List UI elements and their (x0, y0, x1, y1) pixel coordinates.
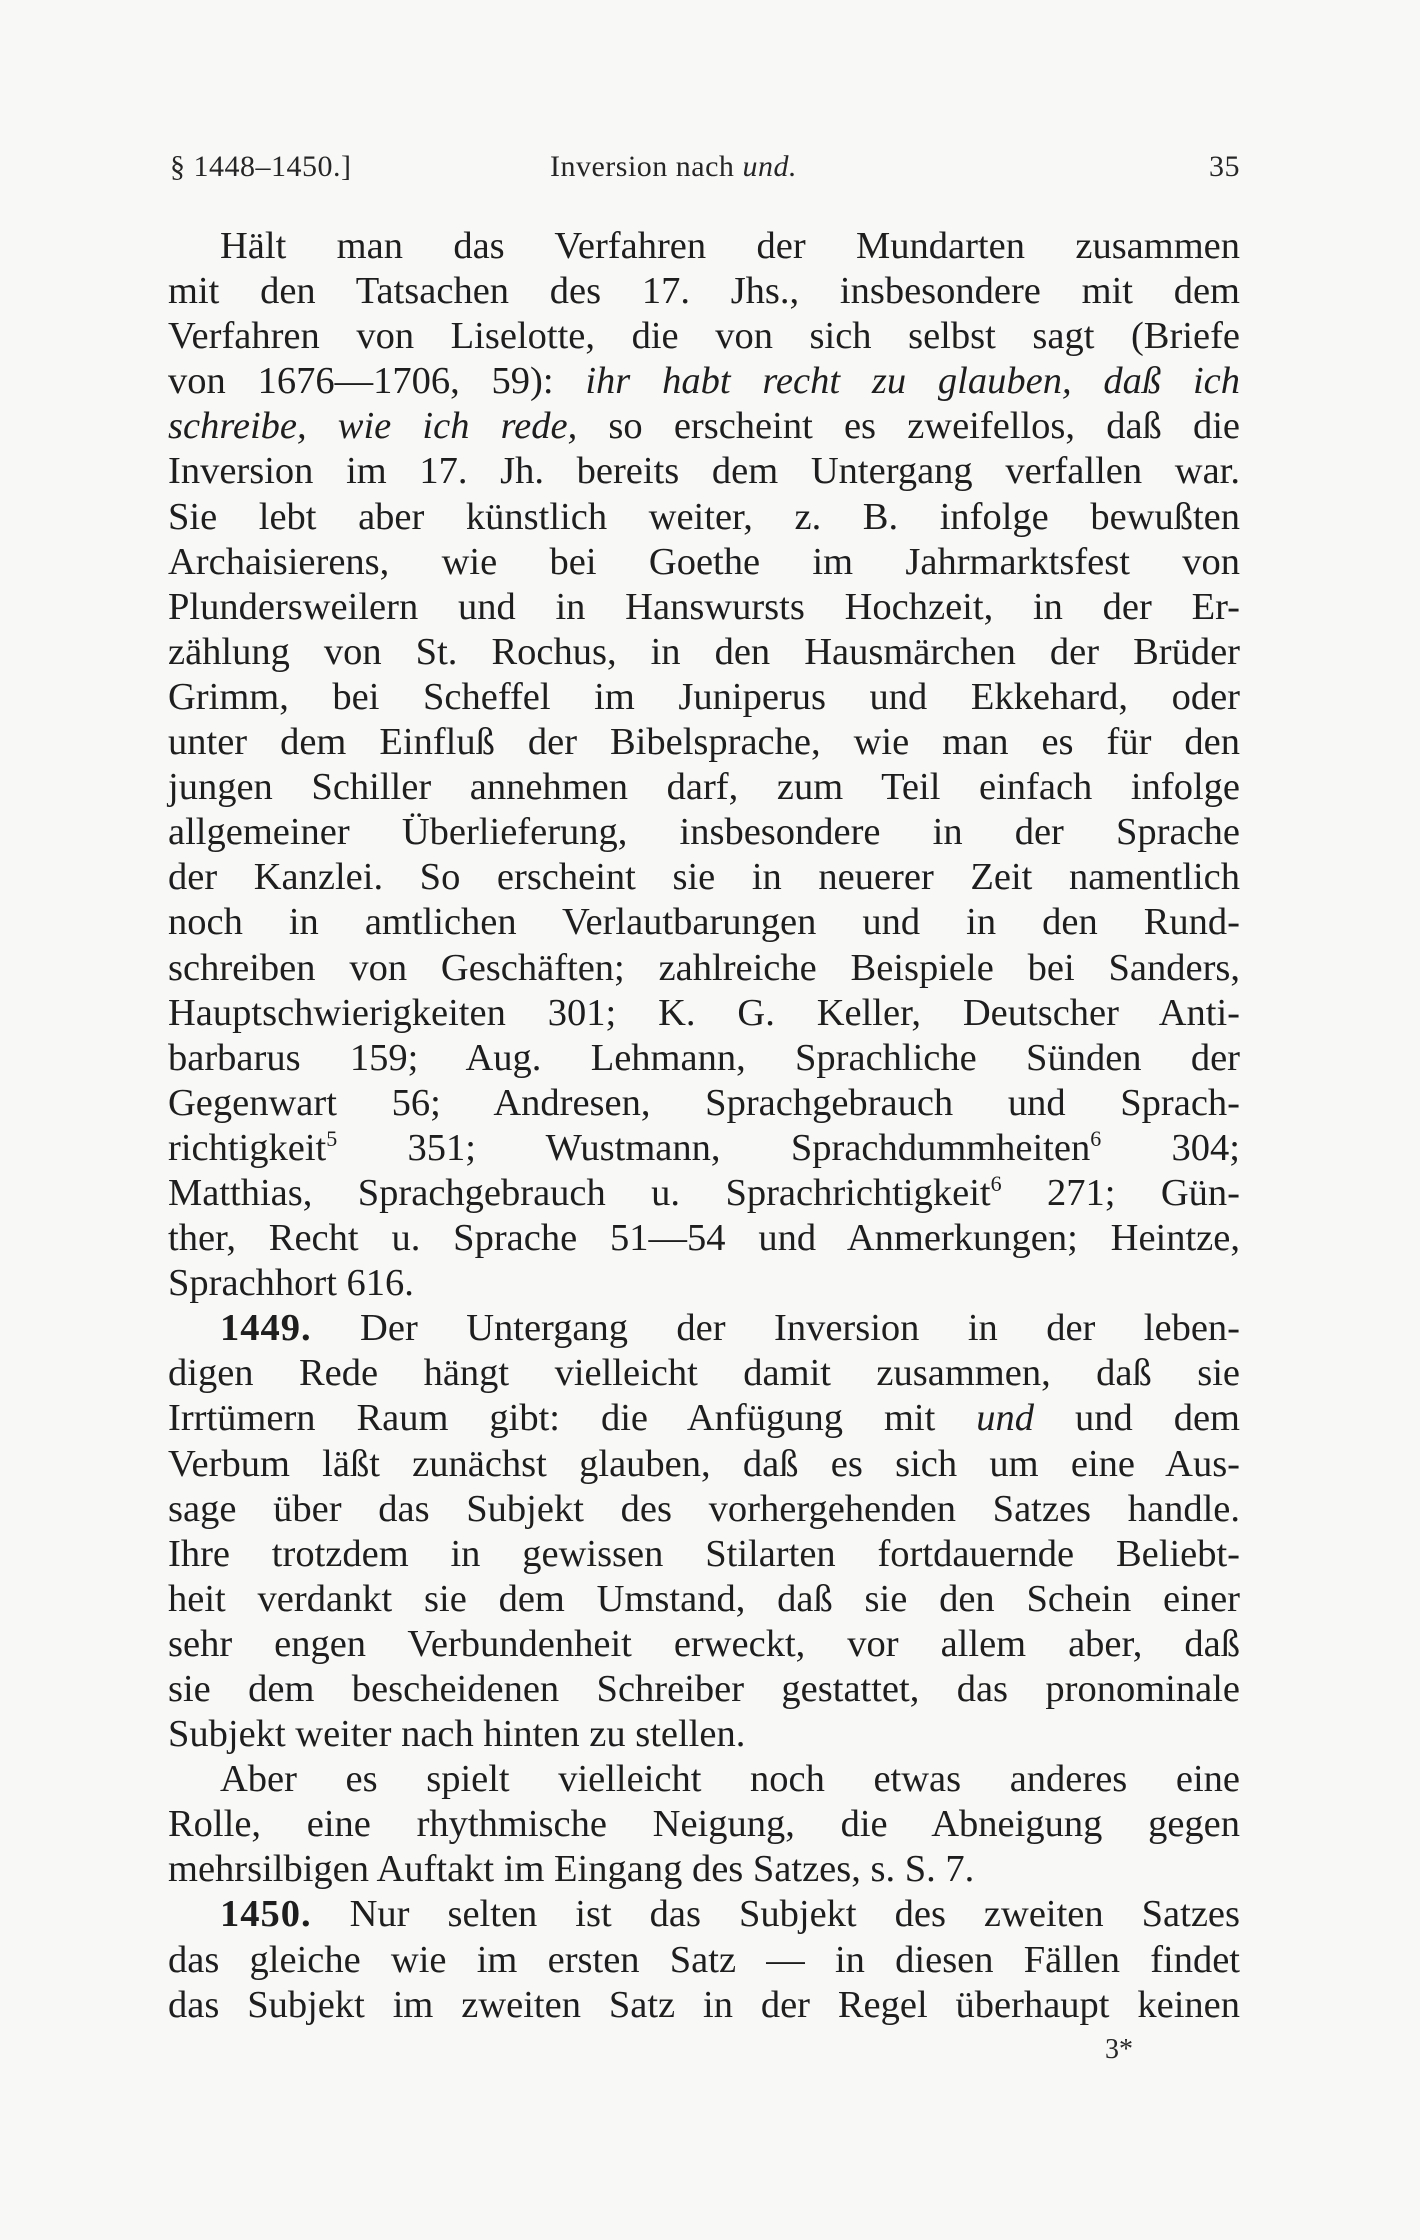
paragraph-1 (168, 224, 1240, 1306)
section-range: § 1448–1450.] (170, 150, 352, 183)
text-line: 1450. Nur selten ist das Subjekt des zweiten Satzes (220, 1893, 1240, 1936)
text-line: mehrsilbigen Auftakt im Eingang des Satzes, s. S. 7. (168, 1848, 975, 1891)
text-line: schreibe, wie ich rede, so erscheint es zweifellos, daß die (168, 405, 1240, 448)
signature-mark: 3* (1105, 2034, 1133, 2065)
text-line: schreiben von Geschäften; zahlreiche Beispiele bei Sanders, (168, 946, 1240, 989)
text-line: 1449. Der Untergang der Inversion in der leben- (220, 1307, 1240, 1350)
text-line: Irrtümern Raum gibt: die Anfügung mit und und dem (168, 1397, 1240, 1440)
text-line: Sie lebt aber künstlich weiter, z. B. infolge bewußten (168, 495, 1240, 538)
text-line: Rolle, eine rhythmische Neigung, die Abneigung gegen (168, 1803, 1240, 1846)
text-line: Archaisierens, wie bei Goethe im Jahrmarktsfest von (168, 540, 1240, 583)
text-line: das Subjekt im zweiten Satz in der Regel überhaupt keinen (168, 1983, 1240, 2026)
text-line: sage über das Subjekt des vorhergehenden Satzes handle. (168, 1487, 1240, 1530)
chapter-title: Inversion nach und. (550, 150, 797, 183)
text-line: Matthias, Sprachgebrauch u. Sprachrichtigkeit$^6$ 271; Gün- (168, 1171, 1240, 1214)
text-line: noch in amtlichen Verlautbarungen und in den Rund- (168, 901, 1240, 944)
text-line: ther, Recht u. Sprache 51—54 und Anmerkungen; Heintze, (168, 1217, 1240, 1260)
text-line: von 1676—1706, 59): ihr habt recht zu glauben, daß ich (168, 360, 1240, 403)
text-line: Verbum läßt zunächst glauben, daß es sich um eine Aus- (168, 1442, 1240, 1485)
text-line: Aber es spielt vielleicht noch etwas anderes eine (220, 1758, 1240, 1801)
page-number: 35 (1209, 150, 1240, 183)
paragraph-1450 (168, 1892, 1240, 2027)
text-line: Grimm, bei Scheffel im Juniperus und Ekkehard, oder (168, 675, 1240, 718)
text-line: mit den Tatsachen des 17. Jhs., insbesondere mit dem (168, 270, 1240, 313)
text-line: barbarus 159; Aug. Lehmann, Sprachliche Sünden der (168, 1036, 1240, 1079)
text-line: Sprachhort 616. (168, 1262, 414, 1305)
text-line: das gleiche wie im ersten Satz — in diesen Fällen findet (168, 1938, 1240, 1981)
running-head (170, 150, 1240, 194)
text-line: sie dem bescheidenen Schreiber gestattet, das pronominale (168, 1668, 1240, 1710)
text-line: Plundersweilern und in Hanswursts Hochzeit, in der Er- (168, 585, 1240, 628)
text-line: Ihre trotzdem in gewissen Stilarten fortdauernde Beliebt- (168, 1532, 1240, 1575)
text-line: digen Rede hängt vielleicht damit zusammen, daß sie (168, 1352, 1240, 1395)
body-text (168, 224, 1240, 2028)
text-line: richtigkeit$^5$ 351; Wustmann, Sprachdummheiten$^6$ 304; (168, 1126, 1240, 1169)
text-line: der Kanzlei. So erscheint sie in neuerer Zeit namentlich (168, 856, 1240, 899)
section-number: 1449. (220, 1307, 312, 1350)
paragraph-3 (168, 1757, 1240, 1892)
text-line: Inversion im 17. Jh. bereits dem Untergang verfallen war. (168, 450, 1240, 493)
text-line: Verfahren von Liselotte, die von sich selbst sagt (Briefe (168, 315, 1240, 358)
text-line: jungen Schiller annehmen darf, zum Teil einfach infolge (168, 766, 1240, 809)
text-line: allgemeiner Überlieferung, insbesondere in der Sprache (168, 811, 1240, 854)
text-line: unter dem Einfluß der Bibelsprache, wie man es für den (168, 721, 1240, 764)
text-line: sehr engen Verbundenheit erweckt, vor allem aber, daß (168, 1622, 1240, 1665)
section-number: 1450. (220, 1893, 312, 1936)
text-line: heit verdankt sie dem Umstand, daß sie den Schein einer (168, 1577, 1240, 1620)
paragraph-1449 (168, 1306, 1240, 1757)
text-line: zählung von St. Rochus, in den Hausmärchen der Brüder (168, 630, 1240, 673)
text-line: Hauptschwierigkeiten 301; K. G. Keller, Deutscher Anti- (168, 991, 1240, 1034)
text-line: Hält man das Verfahren der Mundarten zusammen (220, 225, 1240, 267)
text-line: Subjekt weiter nach hinten zu stellen. (168, 1713, 746, 1756)
text-line: Gegenwart 56; Andresen, Sprachgebrauch und Sprach- (168, 1081, 1240, 1124)
